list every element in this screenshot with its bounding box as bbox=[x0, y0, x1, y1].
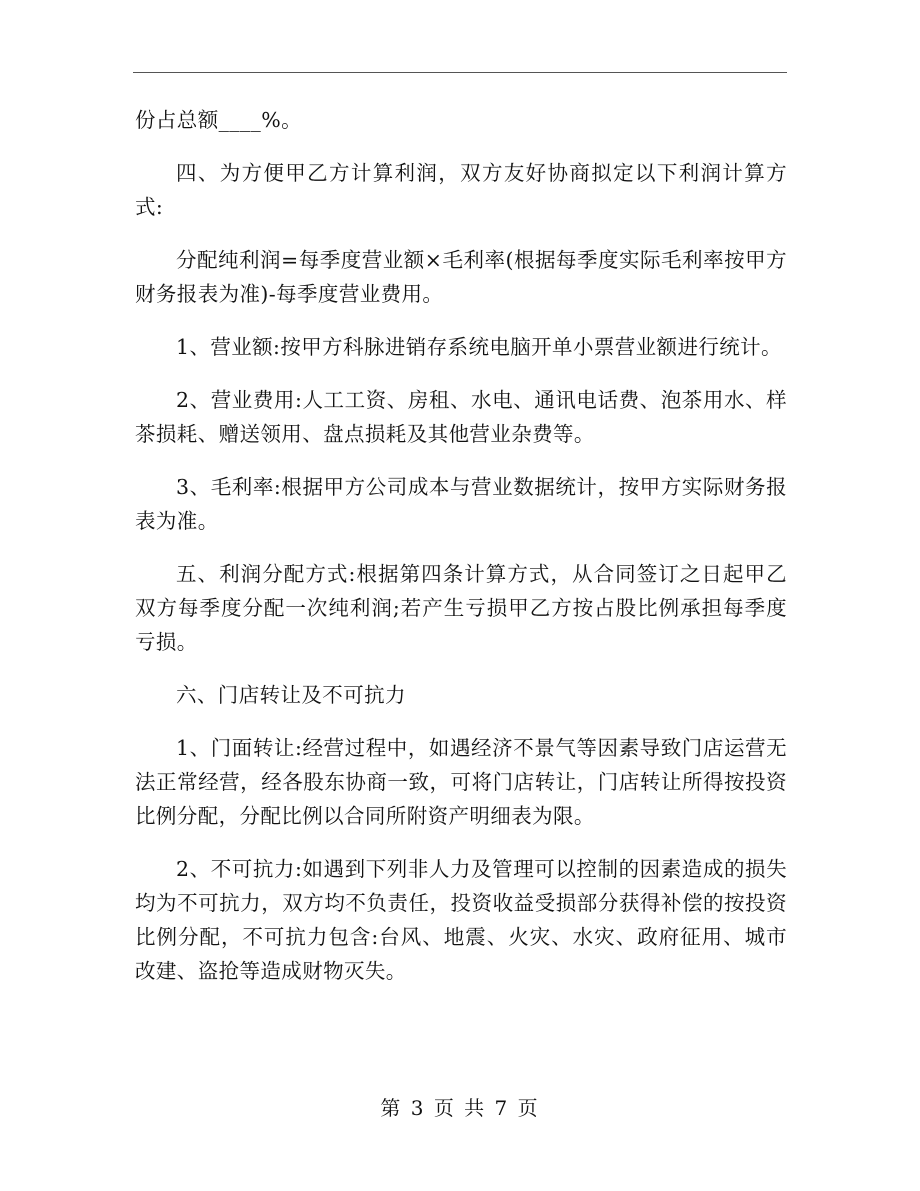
page-number: 第 3 页 共 7 页 bbox=[380, 1096, 540, 1120]
paragraph-store-transfer: 1、门面转让:经营过程中，如遇经济不景气等因素导致门店运营无法正常经营，经各股东协商一致，可将门店转让，门店转让所得按投资比例分配，分配比例以合同所附资产明细表为限。 bbox=[135, 736, 787, 828]
paragraph-operating-costs: 2、营业费用:人工工资、房租、水电、通讯电话费、泡茶用水、样茶损耗、赠送领用、盘点损耗及其他营业杂费等。 bbox=[135, 388, 787, 446]
document-body bbox=[135, 103, 787, 1007]
paragraph-section-four: 四、为方便甲乙方计算利润，双方友好协商拟定以下利润计算方式: bbox=[135, 161, 787, 219]
paragraph-gross-margin: 3、毛利率:根据甲方公司成本与营业数据统计，按甲方实际财务报表为准。 bbox=[135, 475, 787, 533]
paragraph-section-six-heading: 六、门店转让及不可抗力 bbox=[176, 683, 406, 707]
paragraph-force-majeure: 2、不可抗力:如遇到下列非人力及管理可以控制的因素造成的损失均为不可抗力，双方均不负责任，投资收益受损部分获得补偿的按投资比例分配，不可抗力包含:台风、地震、火灾、水灾、政府征用、城市改建、盗抢等造成财物灭失。 bbox=[135, 857, 787, 983]
header-rule bbox=[133, 72, 787, 73]
paragraph-section-five: 五、利润分配方式:根据第四条计算方式，从合同签订之日起甲乙双方每季度分配一次纯利润;若产生亏损甲乙方按占股比例承担每季度亏损。 bbox=[135, 562, 787, 654]
paragraph-revenue: 1、营业额:按甲方科脉进销存系统电脑开单小票营业额进行统计。 bbox=[176, 335, 782, 359]
paragraph-continuation: 份占总额____%。 bbox=[135, 108, 302, 132]
paragraph-profit-formula: 分配纯利润=每季度营业额×毛利率(根据每季度实际毛利率按甲方财务报表为准)-每季度营业费用。 bbox=[135, 248, 787, 306]
